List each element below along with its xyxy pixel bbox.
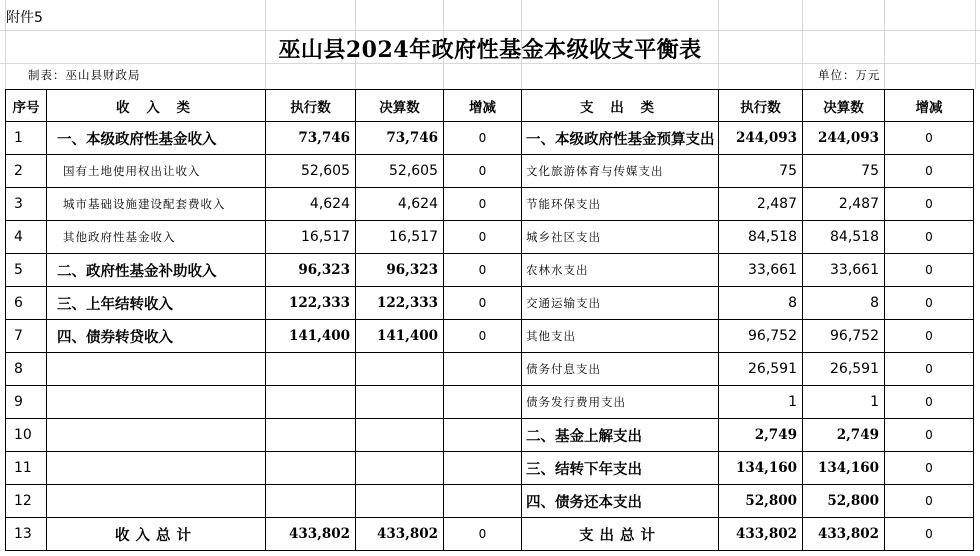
expense-final: 84,518: [803, 221, 885, 254]
income-change: 0: [444, 221, 522, 254]
income-exec: [266, 485, 356, 518]
table-row: [6, 254, 974, 287]
income-change: [444, 485, 522, 518]
expense-change: 0: [885, 188, 974, 221]
expense-change: 0: [885, 320, 974, 353]
income-final: [356, 485, 444, 518]
expense-exec: 96,752: [719, 320, 803, 353]
income-change: [444, 386, 522, 419]
income-change: 0: [444, 320, 522, 353]
income-exec: [266, 452, 356, 485]
row-seq: 9: [6, 386, 47, 419]
row-seq: 5: [6, 254, 47, 287]
maker-label: 制表：巫山县财政局: [28, 68, 141, 82]
income-final: 73,746: [356, 122, 444, 155]
income-change: 0: [444, 122, 522, 155]
income-item: 三、上年结转收入: [47, 287, 266, 320]
table-row: [6, 485, 974, 518]
expense-final: 2,749: [803, 419, 885, 452]
expense-item: 一、本级政府性基金预算支出: [522, 122, 719, 155]
header-expense-change: 增减: [885, 90, 974, 122]
table-row: [6, 155, 974, 188]
balance-table: [5, 89, 974, 551]
income-final: [356, 386, 444, 419]
row-seq: 4: [6, 221, 47, 254]
income-item: [47, 452, 266, 485]
income-change: 0: [444, 254, 522, 287]
expense-item: 农林水支出: [522, 254, 719, 287]
row-seq: 10: [6, 419, 47, 452]
income-change: [444, 419, 522, 452]
income-exec: [266, 353, 356, 386]
header-income-exec: 执行数: [266, 90, 356, 122]
income-final: 122,333: [356, 287, 444, 320]
expense-item: 节能环保支出: [522, 188, 719, 221]
income-change: [444, 353, 522, 386]
income-item: [47, 419, 266, 452]
income-item: 二、政府性基金补助收入: [47, 254, 266, 287]
income-final: 4,624: [356, 188, 444, 221]
income-final: [356, 419, 444, 452]
expense-exec: 75: [719, 155, 803, 188]
header-expense-category: 支 出 类: [522, 90, 719, 122]
total-row: [6, 518, 974, 551]
expense-final: 75: [803, 155, 885, 188]
expense-item: 债务付息支出: [522, 353, 719, 386]
income-item: 一、本级政府性基金收入: [47, 122, 266, 155]
expense-final: 2,487: [803, 188, 885, 221]
expense-exec: 1: [719, 386, 803, 419]
row-seq: 7: [6, 320, 47, 353]
expense-final: 134,160: [803, 452, 885, 485]
row-seq: 12: [6, 485, 47, 518]
expense-item: 交通运输支出: [522, 287, 719, 320]
table-row: [6, 386, 974, 419]
expense-final: 96,752: [803, 320, 885, 353]
income-final: [356, 452, 444, 485]
income-item: 城市基础设施建设配套费收入: [47, 188, 266, 221]
expense-change: 0: [885, 386, 974, 419]
header-row: [6, 90, 974, 122]
expense-exec: 33,661: [719, 254, 803, 287]
income-total-exec: 433,802: [266, 518, 356, 551]
header-seq: 序号: [6, 90, 47, 122]
row-seq: 2: [6, 155, 47, 188]
expense-exec: 84,518: [719, 221, 803, 254]
income-final: 52,605: [356, 155, 444, 188]
header-expense-exec: 执行数: [719, 90, 803, 122]
header-expense-final: 决算数: [803, 90, 885, 122]
income-change: 0: [444, 287, 522, 320]
table-row: [6, 287, 974, 320]
income-exec: [266, 419, 356, 452]
expense-exec: 2,487: [719, 188, 803, 221]
expense-final: 244,093: [803, 122, 885, 155]
income-exec: 4,624: [266, 188, 356, 221]
expense-change: 0: [885, 221, 974, 254]
row-seq: 8: [6, 353, 47, 386]
income-item: 其他政府性基金收入: [47, 221, 266, 254]
income-item: 四、债券转贷收入: [47, 320, 266, 353]
header-income-change: 增减: [444, 90, 522, 122]
row-seq: 13: [6, 518, 47, 551]
expense-change: 0: [885, 353, 974, 386]
income-total-final: 433,802: [356, 518, 444, 551]
expense-total-final: 433,802: [803, 518, 885, 551]
table-row: [6, 122, 974, 155]
income-item: 国有土地使用权出让收入: [47, 155, 266, 188]
income-exec: 16,517: [266, 221, 356, 254]
expense-change: 0: [885, 254, 974, 287]
expense-item: 二、基金上解支出: [522, 419, 719, 452]
row-seq: 3: [6, 188, 47, 221]
expense-exec: 134,160: [719, 452, 803, 485]
expense-change: 0: [885, 485, 974, 518]
income-final: 141,400: [356, 320, 444, 353]
row-seq: 1: [6, 122, 47, 155]
expense-change: 0: [885, 419, 974, 452]
income-exec: 96,323: [266, 254, 356, 287]
header-income-final: 决算数: [356, 90, 444, 122]
income-final: 96,323: [356, 254, 444, 287]
table-row: [6, 452, 974, 485]
expense-final: 1: [803, 386, 885, 419]
income-exec: [266, 386, 356, 419]
table-row: [6, 221, 974, 254]
income-change: 0: [444, 155, 522, 188]
expense-change: 0: [885, 155, 974, 188]
expense-final: 52,800: [803, 485, 885, 518]
expense-total-change: 0: [885, 518, 974, 551]
expense-item: 三、结转下年支出: [522, 452, 719, 485]
income-exec: 52,605: [266, 155, 356, 188]
expense-exec: 26,591: [719, 353, 803, 386]
income-exec: 73,746: [266, 122, 356, 155]
expense-total-label: 支出总计: [522, 518, 719, 551]
expense-change: 0: [885, 452, 974, 485]
expense-item: 四、债务还本支出: [522, 485, 719, 518]
income-final: [356, 353, 444, 386]
income-item: [47, 386, 266, 419]
expense-exec: 2,749: [719, 419, 803, 452]
table-row: [6, 320, 974, 353]
row-seq: 11: [6, 452, 47, 485]
expense-item: 其他支出: [522, 320, 719, 353]
page-title: 巫山县2024年政府性基金本级收支平衡表: [278, 36, 702, 63]
income-item: [47, 353, 266, 386]
income-item: [47, 485, 266, 518]
expense-item: 债务发行费用支出: [522, 386, 719, 419]
expense-final: 8: [803, 287, 885, 320]
table-row: [6, 419, 974, 452]
expense-total-exec: 433,802: [719, 518, 803, 551]
expense-exec: 244,093: [719, 122, 803, 155]
expense-item: 文化旅游体育与传媒支出: [522, 155, 719, 188]
income-exec: 141,400: [266, 320, 356, 353]
income-exec: 122,333: [266, 287, 356, 320]
income-change: [444, 452, 522, 485]
income-total-label: 收入总计: [47, 518, 266, 551]
row-seq: 6: [6, 287, 47, 320]
expense-change: 0: [885, 287, 974, 320]
expense-change: 0: [885, 122, 974, 155]
expense-item: 城乡社区支出: [522, 221, 719, 254]
expense-exec: 8: [719, 287, 803, 320]
table-row: [6, 188, 974, 221]
table-row: [6, 353, 974, 386]
expense-final: 26,591: [803, 353, 885, 386]
income-final: 16,517: [356, 221, 444, 254]
income-change: 0: [444, 188, 522, 221]
expense-final: 33,661: [803, 254, 885, 287]
income-total-change: 0: [444, 518, 522, 551]
expense-exec: 52,800: [719, 485, 803, 518]
header-income-category: 收 入 类: [47, 90, 266, 122]
unit-label: 单位：万元: [818, 68, 881, 82]
attachment-label: 附件5: [6, 10, 43, 26]
